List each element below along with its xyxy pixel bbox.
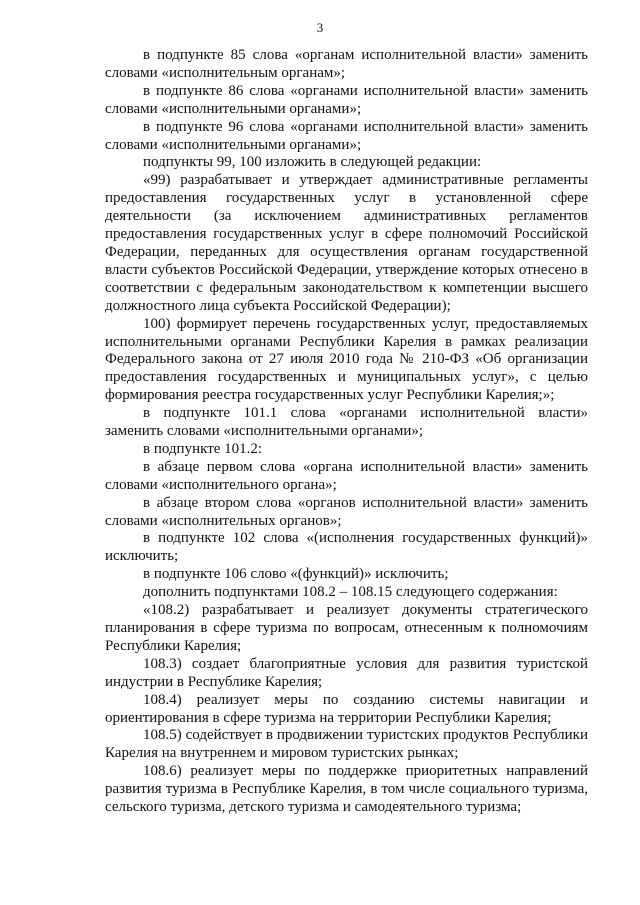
paragraph: 100) формирует перечень государственных услуг, предоставляемых исполнительными органами Республики Карелия в рамках реализации Федерального закона от 27 июля 2010 года № 210-ФЗ «Об организации предоставления государственных и муниципальных услуг», с целью формирования реестра государственных услуг Республики Карелия;»; [105,315,588,404]
paragraph: «99) разрабатывает и утверждает административные регламенты предоставления государственных услуг в установленной сфере деятельности (за исключением административных регламентов предоставления государственных услуг в сфере полномочий Российской Федерации, переданных для осуществления органам государственной власти субъектов Российской Федерации, утверждение которых отнесено в соответствии с федеральным законодательством к компетенции высшего должностного лица субъекта Российской Федерации); [105,172,588,314]
paragraph: 108.4) реализует меры по созданию системы навигации и ориентирования в сфере туризма на территории Республики Карелия; [105,691,588,726]
paragraph: в абзаце втором слова «органов исполнительной власти» заменить словами «исполнительных органов»; [105,494,588,529]
paragraph: в подпункте 96 слова «органами исполнительной власти» заменить словами «исполнительными органами»; [105,118,588,153]
paragraph: 108.5) содействует в продвижении туристских продуктов Республики Карелия на внутреннем и мировом туристских рынках; [105,727,588,762]
paragraph: в подпункте 106 слово «(функций)» исключить; [143,566,449,583]
paragraph: в подпункте 86 слова «органами исполнительной власти» заменить словами «исполнительными органами»; [105,82,588,117]
page-number: 3 [316,20,324,35]
paragraph: 108.6) реализует меры по поддержке приоритетных направлений развития туризма в Республике Карелия, в том числе социального туризма, сельского туризма, детского туризма и самодеятельного туризма; [105,763,588,816]
paragraph: подпункты 99, 100 изложить в следующей редакции: [143,154,482,171]
paragraph: 108.3) создает благоприятные условия для развития туристской индустрии в Республике Карелия; [105,655,588,690]
paragraph: в подпункте 102 слова «(исполнения государственных функций)» исключить; [105,530,588,565]
paragraph: «108.2) разрабатывает и реализует документы стратегического планирования в сфере туризма по вопросам, отнесенным к полномочиям Республики Карелия; [105,602,588,654]
paragraph: в подпункте 101.2: [143,440,263,457]
paragraph: в подпункте 85 слова «органам исполнительной власти» заменить словами «исполнительным органам»; [105,47,588,81]
document-body [105,47,588,817]
paragraph: в подпункте 101.1 слова «органами исполнительной власти» заменить словами «исполнительными органами»; [105,405,588,440]
paragraph: дополнить подпунктами 108.2 – 108.15 следующего содержания: [143,584,558,601]
paragraph: в абзаце первом слова «органа исполнительной власти» заменить словами «исполнительного органа»; [105,458,588,493]
